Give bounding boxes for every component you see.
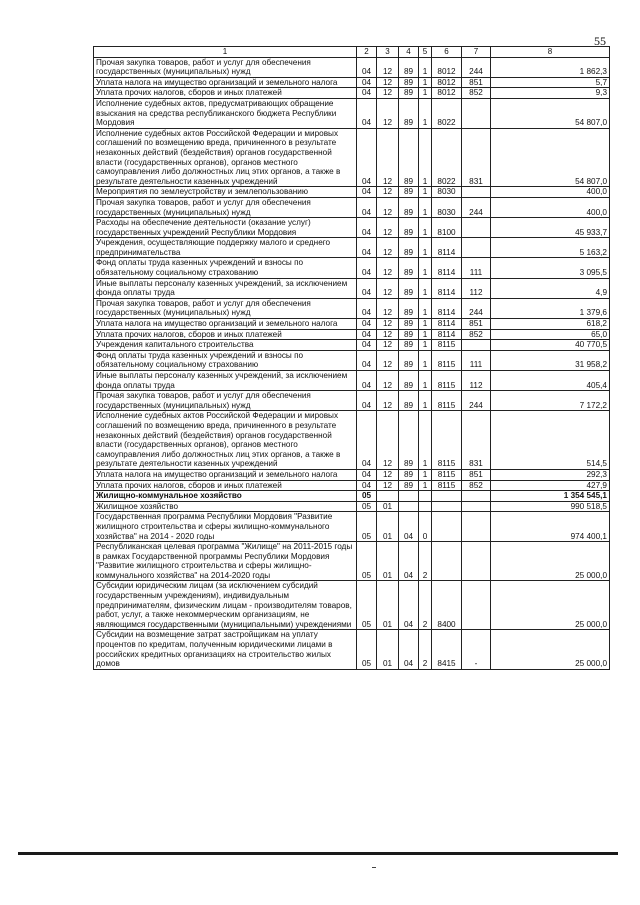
expense-type-code-cell: 851: [462, 77, 491, 88]
budget-table: [93, 46, 610, 670]
amount-cell: 7 172,2: [491, 391, 610, 411]
expense-name-cell: Мероприятия по землеустройству и землепользованию: [94, 187, 357, 198]
table-row: [94, 630, 610, 669]
expense-name-cell: Расходы на обеспечение деятельности (оказание услуг) государственных учреждений Республики Мордовия: [94, 218, 357, 238]
table-row: [94, 329, 610, 340]
amount-cell: 65,0: [491, 329, 610, 340]
program-code-cell: 89: [399, 411, 419, 470]
expense-type-code-cell: 852: [462, 480, 491, 491]
target-code-cell: [432, 542, 462, 581]
expense-name-cell: Уплата налога на имущество организаций и земельного налога: [94, 469, 357, 480]
target-code-cell: 8115: [432, 469, 462, 480]
subsection-code-cell: 12: [377, 350, 399, 370]
expense-type-code-cell: 851: [462, 319, 491, 330]
table-row: [94, 371, 610, 391]
subsection-code-cell: 12: [377, 329, 399, 340]
subsection-code-cell: 12: [377, 411, 399, 470]
amount-cell: 1 354 545,1: [491, 491, 610, 502]
table-row: [94, 218, 610, 238]
subsection-code-cell: 12: [377, 218, 399, 238]
program-code-cell: [399, 501, 419, 512]
amount-cell: 405,4: [491, 371, 610, 391]
target-code-cell: 8030: [432, 187, 462, 198]
amount-cell: 400,0: [491, 197, 610, 217]
table-row: [94, 480, 610, 491]
expense-name-cell: Уплата прочих налогов, сборов и иных платежей: [94, 88, 357, 99]
program-code-cell: 04: [399, 512, 419, 542]
subsection-code-cell: 12: [377, 98, 399, 128]
table-row: [94, 88, 610, 99]
section-code-cell: 04: [357, 411, 377, 470]
expense-type-code-cell: [462, 218, 491, 238]
subprogram-code-cell: 1: [419, 350, 432, 370]
target-code-cell: 8012: [432, 77, 462, 88]
target-code-cell: 8114: [432, 278, 462, 298]
expense-name-cell: Исполнение судебных актов Российской Федерации и мировых соглашений по возмещению вреда, причиненного в результате незаконных действий (бездействия) органов государственной власти (государственных органов), органов местного самоуправления либо должностных лиц этих органов, а также в результате деятельности казенных учреждений: [94, 128, 357, 187]
program-code-cell: 04: [399, 542, 419, 581]
target-code-cell: 8012: [432, 57, 462, 77]
subsection-code-cell: 12: [377, 278, 399, 298]
program-code-cell: 89: [399, 218, 419, 238]
amount-cell: 400,0: [491, 187, 610, 198]
amount-cell: 292,3: [491, 469, 610, 480]
section-code-cell: 05: [357, 512, 377, 542]
amount-cell: 54 807,0: [491, 98, 610, 128]
expense-name-cell: Фонд оплаты труда казенных учреждений и взносы по обязательному социальному страхованию: [94, 258, 357, 278]
program-code-cell: 89: [399, 469, 419, 480]
amount-cell: 40 770,5: [491, 340, 610, 351]
subprogram-code-cell: [419, 501, 432, 512]
expense-type-code-cell: 111: [462, 258, 491, 278]
section-code-cell: 05: [357, 501, 377, 512]
header-cell: 6: [432, 47, 462, 58]
expense-name-cell: Исполнение судебных актов Российской Федерации и мировых соглашений по возмещению вреда, причиненного в результате незаконных действий (бездействия) органов государственной власти (государственных органов), органов местного самоуправления либо должностных лиц этих органов, а также в результате деятельности казенных учреждений: [94, 411, 357, 470]
program-code-cell: 89: [399, 278, 419, 298]
header-cell: 2: [357, 47, 377, 58]
expense-name-cell: Исполнение судебных актов, предусматривающих обращение взыскания на средства республиканского бюджета Республики Мордовия: [94, 98, 357, 128]
subsection-code-cell: 12: [377, 258, 399, 278]
subprogram-code-cell: 1: [419, 197, 432, 217]
subsection-code-cell: 01: [377, 512, 399, 542]
expense-type-code-cell: 112: [462, 371, 491, 391]
bottom-mark: [372, 867, 376, 868]
target-code-cell: 8400: [432, 581, 462, 630]
subprogram-code-cell: 1: [419, 278, 432, 298]
table-row: [94, 298, 610, 318]
expense-type-code-cell: 111: [462, 350, 491, 370]
amount-cell: 25 000,0: [491, 581, 610, 630]
table-row: [94, 258, 610, 278]
subsection-code-cell: 12: [377, 77, 399, 88]
expense-type-code-cell: [462, 581, 491, 630]
expense-type-code-cell: -: [462, 630, 491, 669]
program-code-cell: 89: [399, 187, 419, 198]
amount-cell: 1 862,3: [491, 57, 610, 77]
table-row: [94, 581, 610, 630]
target-code-cell: 8022: [432, 98, 462, 128]
subsection-code-cell: 01: [377, 542, 399, 581]
header-cell: 8: [491, 47, 610, 58]
subprogram-code-cell: 1: [419, 469, 432, 480]
expense-type-code-cell: [462, 238, 491, 258]
header-cell: 1: [94, 47, 357, 58]
subsection-code-cell: 12: [377, 238, 399, 258]
subprogram-code-cell: 1: [419, 329, 432, 340]
amount-cell: 25 000,0: [491, 630, 610, 669]
target-code-cell: [432, 501, 462, 512]
subprogram-code-cell: 1: [419, 258, 432, 278]
expense-name-cell: Учреждения капитального строительства: [94, 340, 357, 351]
header-cell: 7: [462, 47, 491, 58]
program-code-cell: 89: [399, 391, 419, 411]
table-row: [94, 128, 610, 187]
header-cell: 5: [419, 47, 432, 58]
expense-name-cell: Прочая закупка товаров, работ и услуг для обеспечения государственных (муниципальных) нужд: [94, 298, 357, 318]
subprogram-code-cell: 1: [419, 218, 432, 238]
subprogram-code-cell: 1: [419, 391, 432, 411]
subsection-code-cell: 12: [377, 480, 399, 491]
target-code-cell: 8115: [432, 350, 462, 370]
expense-type-code-cell: [462, 340, 491, 351]
expense-name-cell: Прочая закупка товаров, работ и услуг для обеспечения государственных (муниципальных) нужд: [94, 197, 357, 217]
subprogram-code-cell: 1: [419, 371, 432, 391]
subsection-code-cell: 01: [377, 581, 399, 630]
subprogram-code-cell: 1: [419, 298, 432, 318]
expense-name-cell: Прочая закупка товаров, работ и услуг для обеспечения государственных (муниципальных) нужд: [94, 57, 357, 77]
target-code-cell: [432, 512, 462, 542]
subprogram-code-cell: 1: [419, 57, 432, 77]
subprogram-code-cell: 1: [419, 238, 432, 258]
target-code-cell: 8115: [432, 340, 462, 351]
section-code-cell: 04: [357, 57, 377, 77]
section-code-cell: 04: [357, 340, 377, 351]
table-row: [94, 238, 610, 258]
section-code-cell: 04: [357, 329, 377, 340]
subprogram-code-cell: 2: [419, 581, 432, 630]
subsection-code-cell: 01: [377, 501, 399, 512]
table-row: [94, 187, 610, 198]
expense-type-code-cell: 851: [462, 469, 491, 480]
amount-cell: 25 000,0: [491, 542, 610, 581]
table-row: [94, 350, 610, 370]
section-code-cell: 05: [357, 542, 377, 581]
expense-type-code-cell: 244: [462, 57, 491, 77]
subsection-code-cell: 12: [377, 197, 399, 217]
subprogram-code-cell: 1: [419, 77, 432, 88]
page-number: 55: [594, 34, 606, 48]
subsection-code-cell: 12: [377, 57, 399, 77]
program-code-cell: 89: [399, 340, 419, 351]
subprogram-code-cell: 2: [419, 542, 432, 581]
subprogram-code-cell: [419, 491, 432, 502]
section-code-cell: 04: [357, 77, 377, 88]
section-code-cell: 04: [357, 371, 377, 391]
expense-name-cell: Республиканская целевая программа "Жилище" на 2011-2015 годы в рамках Государственной программы Республики Мордовия "Развитие жилищного строительства и сферы жилищно-коммунального хозяйства" на 2014-2020 годы: [94, 542, 357, 581]
header-row: [94, 47, 610, 58]
section-code-cell: 05: [357, 630, 377, 669]
section-code-cell: 04: [357, 238, 377, 258]
table-row: [94, 411, 610, 470]
section-code-cell: 04: [357, 187, 377, 198]
program-code-cell: 89: [399, 298, 419, 318]
table-row: [94, 512, 610, 542]
expense-name-cell: Жилищное хозяйство: [94, 501, 357, 512]
target-code-cell: [432, 491, 462, 502]
target-code-cell: 8030: [432, 197, 462, 217]
amount-cell: 990 518,5: [491, 501, 610, 512]
subsection-code-cell: 12: [377, 469, 399, 480]
header-cell: 3: [377, 47, 399, 58]
section-code-cell: 04: [357, 319, 377, 330]
subsection-code-cell: 12: [377, 319, 399, 330]
subsection-code-cell: 12: [377, 298, 399, 318]
program-code-cell: 89: [399, 88, 419, 99]
subsection-code-cell: 12: [377, 187, 399, 198]
amount-cell: 54 807,0: [491, 128, 610, 187]
program-code-cell: 89: [399, 371, 419, 391]
expense-name-cell: Прочая закупка товаров, работ и услуг для обеспечения государственных (муниципальных) нужд: [94, 391, 357, 411]
program-code-cell: 89: [399, 57, 419, 77]
expense-name-cell: Жилищно-коммунальное хозяйство: [94, 491, 357, 502]
target-code-cell: 8114: [432, 329, 462, 340]
subsection-code-cell: 12: [377, 340, 399, 351]
section-code-cell: 04: [357, 469, 377, 480]
amount-cell: 618,2: [491, 319, 610, 330]
target-code-cell: 8115: [432, 391, 462, 411]
expense-type-code-cell: [462, 491, 491, 502]
subprogram-code-cell: 1: [419, 319, 432, 330]
target-code-cell: 8022: [432, 128, 462, 187]
program-code-cell: 89: [399, 329, 419, 340]
program-code-cell: 04: [399, 630, 419, 669]
target-code-cell: 8114: [432, 238, 462, 258]
target-code-cell: 8115: [432, 480, 462, 491]
table-row: [94, 340, 610, 351]
subsection-code-cell: 12: [377, 391, 399, 411]
table-row: [94, 197, 610, 217]
target-code-cell: 8415: [432, 630, 462, 669]
amount-cell: 1 379,6: [491, 298, 610, 318]
subsection-code-cell: 12: [377, 128, 399, 187]
amount-cell: 45 933,7: [491, 218, 610, 238]
amount-cell: 4,9: [491, 278, 610, 298]
amount-cell: 5,7: [491, 77, 610, 88]
program-code-cell: 89: [399, 197, 419, 217]
expense-type-code-cell: [462, 542, 491, 581]
expense-type-code-cell: 831: [462, 128, 491, 187]
table-row: [94, 57, 610, 77]
table-row: [94, 491, 610, 502]
table-row: [94, 501, 610, 512]
amount-cell: 427,9: [491, 480, 610, 491]
table-row: [94, 278, 610, 298]
program-code-cell: 89: [399, 258, 419, 278]
program-code-cell: 89: [399, 98, 419, 128]
subprogram-code-cell: 1: [419, 480, 432, 491]
target-code-cell: 8100: [432, 218, 462, 238]
subsection-code-cell: [377, 491, 399, 502]
subprogram-code-cell: 1: [419, 411, 432, 470]
section-code-cell: 04: [357, 350, 377, 370]
expense-name-cell: Уплата прочих налогов, сборов и иных платежей: [94, 480, 357, 491]
expense-name-cell: Иные выплаты персоналу казенных учреждений, за исключением фонда оплаты труда: [94, 371, 357, 391]
section-code-cell: 04: [357, 128, 377, 187]
table-row: [94, 391, 610, 411]
expense-type-code-cell: [462, 512, 491, 542]
section-code-cell: 05: [357, 581, 377, 630]
program-code-cell: 89: [399, 350, 419, 370]
subprogram-code-cell: 2: [419, 630, 432, 669]
program-code-cell: 89: [399, 128, 419, 187]
program-code-cell: [399, 491, 419, 502]
amount-cell: 5 163,2: [491, 238, 610, 258]
section-code-cell: 04: [357, 197, 377, 217]
expense-name-cell: Субсидии юридическим лицам (за исключением субсидий государственным учреждениям), индивидуальным предпринимателям, физическим лицам - производителям товаров, работ, услуг, а также некоммерческим организациям, не являющимся государственными (муниципальными) учреждениями: [94, 581, 357, 630]
table-row: [94, 469, 610, 480]
expense-type-code-cell: 852: [462, 329, 491, 340]
expense-type-code-cell: 852: [462, 88, 491, 99]
subsection-code-cell: 12: [377, 371, 399, 391]
target-code-cell: 8115: [432, 411, 462, 470]
table-row: [94, 542, 610, 581]
expense-type-code-cell: 112: [462, 278, 491, 298]
target-code-cell: 8115: [432, 371, 462, 391]
section-code-cell: 05: [357, 491, 377, 502]
subprogram-code-cell: 1: [419, 340, 432, 351]
program-code-cell: 89: [399, 238, 419, 258]
section-code-cell: 04: [357, 298, 377, 318]
subprogram-code-cell: 1: [419, 128, 432, 187]
expense-type-code-cell: [462, 501, 491, 512]
amount-cell: 514,5: [491, 411, 610, 470]
section-code-cell: 04: [357, 258, 377, 278]
target-code-cell: 8114: [432, 258, 462, 278]
table-row: [94, 98, 610, 128]
expense-type-code-cell: 831: [462, 411, 491, 470]
amount-cell: 9,3: [491, 88, 610, 99]
expense-type-code-cell: [462, 98, 491, 128]
table-row: [94, 319, 610, 330]
bottom-rule: [18, 852, 618, 855]
subprogram-code-cell: 1: [419, 187, 432, 198]
expense-name-cell: Уплата прочих налогов, сборов и иных платежей: [94, 329, 357, 340]
amount-cell: 3 095,5: [491, 258, 610, 278]
expense-type-code-cell: 244: [462, 197, 491, 217]
header-cell: 4: [399, 47, 419, 58]
program-code-cell: 04: [399, 581, 419, 630]
expense-type-code-cell: 244: [462, 298, 491, 318]
target-code-cell: 8114: [432, 298, 462, 318]
amount-cell: 31 958,2: [491, 350, 610, 370]
section-code-cell: 04: [357, 98, 377, 128]
section-code-cell: 04: [357, 391, 377, 411]
program-code-cell: 89: [399, 480, 419, 491]
expense-type-code-cell: 244: [462, 391, 491, 411]
section-code-cell: 04: [357, 218, 377, 238]
table-row: [94, 77, 610, 88]
program-code-cell: 89: [399, 77, 419, 88]
expense-name-cell: Уплата налога на имущество организаций и земельного налога: [94, 319, 357, 330]
amount-cell: 974 400,1: [491, 512, 610, 542]
program-code-cell: 89: [399, 319, 419, 330]
expense-name-cell: Государственная программа Республики Мордовия "Развитие жилищного строительства и сферы жилищно-коммунального хозяйства" на 2014 - 2020 годы: [94, 512, 357, 542]
target-code-cell: 8114: [432, 319, 462, 330]
expense-type-code-cell: [462, 187, 491, 198]
subprogram-code-cell: 0: [419, 512, 432, 542]
target-code-cell: 8012: [432, 88, 462, 99]
expense-name-cell: Учреждения, осуществляющие поддержку малого и среднего предпринимательства: [94, 238, 357, 258]
expense-name-cell: Фонд оплаты труда казенных учреждений и взносы по обязательному социальному страхованию: [94, 350, 357, 370]
expense-name-cell: Уплата налога на имущество организаций и земельного налога: [94, 77, 357, 88]
expense-name-cell: Субсидии на возмещение затрат застройщикам на уплату процентов по кредитам, полученным юридическими лицами в российских кредитных организациях на строительство жилых домов: [94, 630, 357, 669]
section-code-cell: 04: [357, 88, 377, 99]
section-code-cell: 04: [357, 278, 377, 298]
subprogram-code-cell: 1: [419, 98, 432, 128]
subsection-code-cell: 12: [377, 88, 399, 99]
subprogram-code-cell: 1: [419, 88, 432, 99]
subsection-code-cell: 01: [377, 630, 399, 669]
expense-name-cell: Иные выплаты персоналу казенных учреждений, за исключением фонда оплаты труда: [94, 278, 357, 298]
section-code-cell: 04: [357, 480, 377, 491]
